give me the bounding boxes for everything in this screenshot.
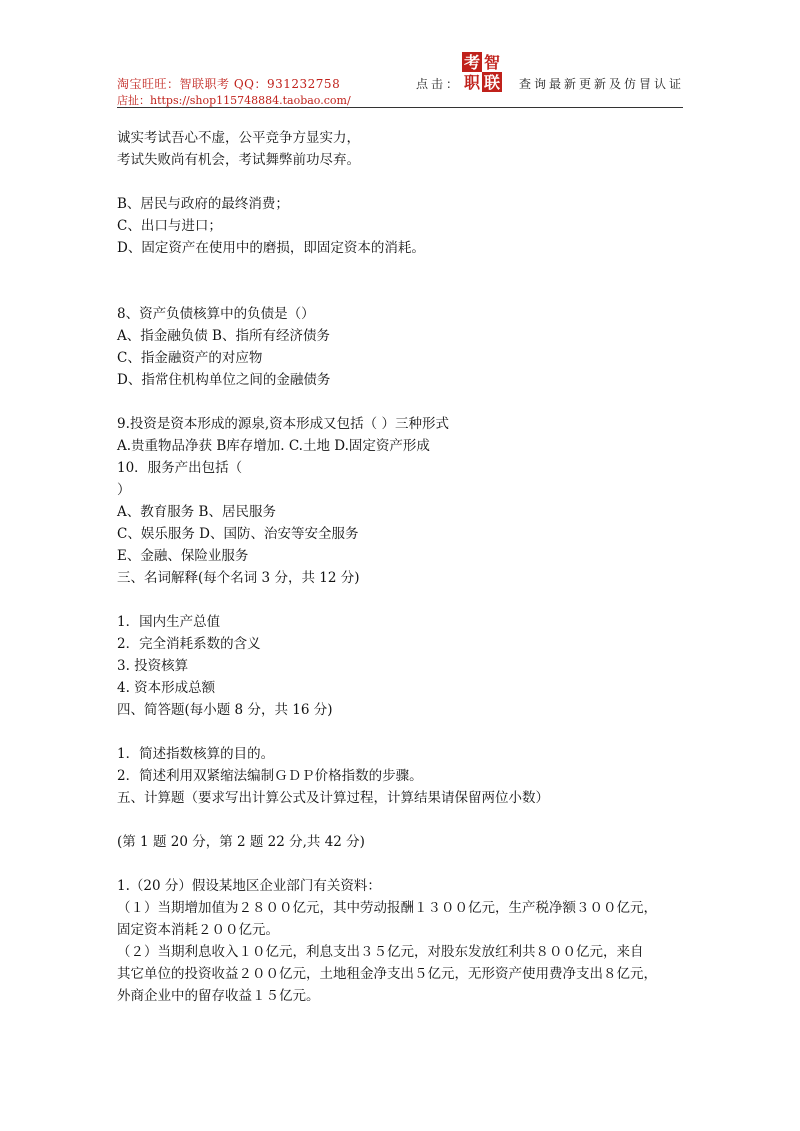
term-item: 3. 投资核算	[117, 658, 189, 674]
question-line: 1．简述指数核算的目的。	[117, 746, 275, 762]
option-line: E、金融、保险业服务	[117, 548, 249, 564]
section-heading: 四、简答题(每小题 8 分，共 16 分)	[117, 702, 333, 718]
option-line: C、娱乐服务 D、国防、治安等安全服务	[117, 526, 359, 542]
option-line: A.贵重物品净获 B库存增加. C.土地 D.固定资产形成	[117, 438, 430, 454]
text-line: 固定资本消耗２００亿元。	[117, 922, 279, 938]
text-line: （１）当期增加值为２８００亿元，其中劳动报酬１３００亿元，生产税净额３００亿元，	[117, 900, 657, 916]
option-line: A、指金融负债 B、指所有经济债务	[117, 328, 330, 344]
question-line: 8、资产负债核算中的负债是（）	[117, 306, 315, 322]
page-header	[117, 48, 683, 108]
term-item: 4. 资本形成总额	[117, 680, 216, 696]
section-heading: 三、名词解释(每个名词 3 分，共 12 分)	[117, 570, 360, 586]
question-line: 2．简述利用双紧缩法编制ＧＤＰ价格指数的步骤。	[117, 768, 423, 784]
option-line: C、出口与进口；	[117, 218, 222, 234]
header-divider	[117, 107, 683, 108]
text-line: （２）当期利息收入１０亿元，利息支出３５亿元，对股东发放红利共８００亿元，来自	[117, 944, 644, 960]
text-line: 诚实考试吾心不虚，公平竞争方显实力，	[117, 130, 360, 146]
zhilian-logo-icon[interactable]	[462, 52, 502, 92]
text-line: 其它单位的投资收益２００亿元，土地租金净支出５亿元，无形资产使用费净支出８亿元，	[117, 966, 657, 982]
option-line: A、教育服务 B、居民服务	[117, 504, 276, 520]
logo-char-zhi2: 职	[463, 73, 481, 92]
verify-link[interactable]: 查询最新更新及仿冒认证	[519, 77, 685, 91]
term-item: 1．国内生产总值	[117, 614, 221, 630]
section-heading: 五、计算题（要求写出计算公式及计算过程，计算结果请保留两位小数）	[117, 790, 549, 806]
shop-contact-line[interactable]: 淘宝旺旺：智联职考 QQ：931232758	[117, 77, 341, 91]
question-line: 9.投资是资本形成的源泉,资本形成又包括（ ）三种形式	[117, 416, 449, 432]
click-label: 点击：	[416, 77, 462, 91]
option-line: C、指金融资产的对应物	[117, 350, 263, 366]
logo-char-lian: 联	[483, 73, 501, 92]
question-line: 1.（20 分）假设某地区企业部门有关资料：	[117, 878, 381, 894]
option-line: D、固定资产在使用中的磨损，即固定资本的消耗。	[117, 240, 425, 256]
option-line: D、指常住机构单位之间的金融债务	[117, 372, 331, 388]
text-line: 考试失败尚有机会，考试舞弊前功尽弃。	[117, 152, 360, 168]
text-line: ）	[117, 482, 131, 498]
logo-char-zhi: 智	[483, 53, 501, 72]
text-line: 外商企业中的留存收益１５亿元。	[117, 988, 320, 1004]
question-line: 10．服务产出包括（	[117, 460, 243, 476]
document-body	[117, 127, 687, 1007]
option-line: B、居民与政府的最终消费；	[117, 196, 289, 212]
shop-url-line[interactable]: 店扯：https://shop115748884.taobao.com/	[117, 94, 351, 107]
logo-char-kao: 考	[463, 53, 481, 72]
term-item: 2．完全消耗系数的含义	[117, 636, 261, 652]
score-note: (第 1 题 20 分，第 2 题 22 分,共 42 分)	[117, 834, 365, 850]
